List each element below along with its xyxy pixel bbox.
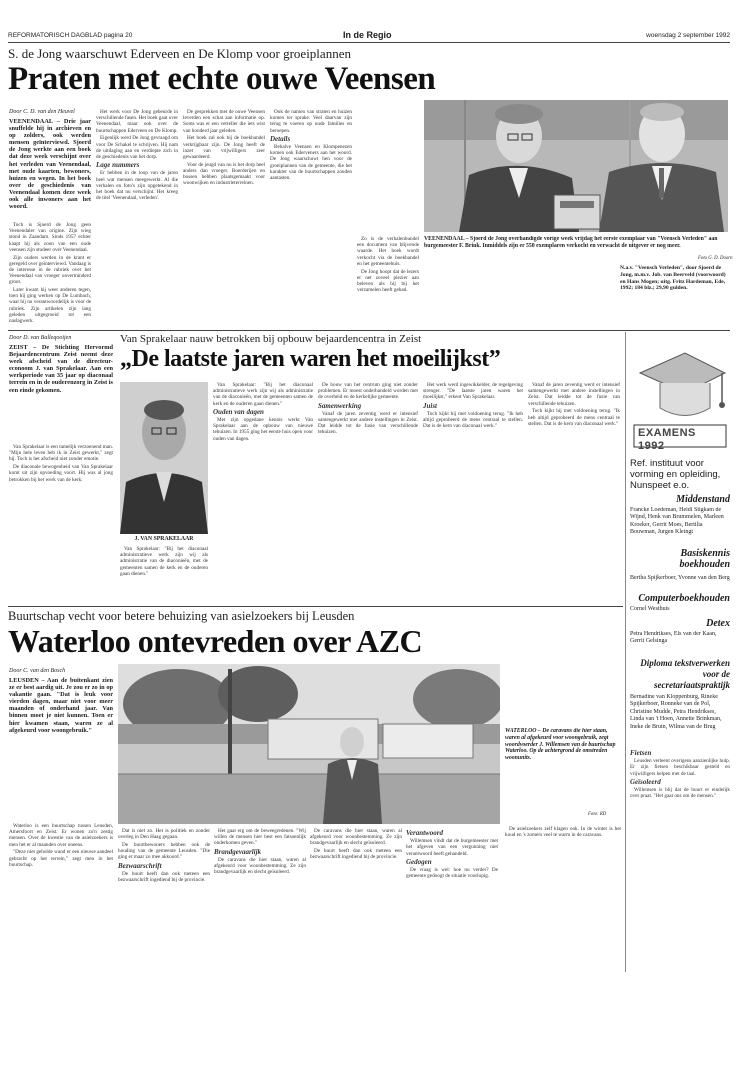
subhead: Gedogen: [406, 857, 432, 866]
article3-photo-credit: Foto: RD: [588, 812, 607, 817]
article2-byline: Door D. van Balleqooijen: [9, 335, 72, 341]
caravans-photo: [118, 664, 500, 824]
article1-col2: [96, 109, 178, 327]
subhead: Verantwoord: [406, 829, 443, 837]
exam-section-title: Basiskennis boekhouden: [679, 548, 730, 570]
article1-kicker: S. de Jong waarschuwt Ederveen en De Klomp voor groeiplannen: [8, 46, 351, 61]
article1-photo-caption: VEENENDAAL – Sjoerd de Jong overhandigde vorige week vrijdag het eerste exemplaar van "Veensch Verleden" aan burgemeester F. Brink. Inmiddels zijn er 550 exemplaren verkocht en verwacht de uitgever er nog meer.: [424, 236, 718, 249]
paragraph: De bouw van het centrum ging niet zonder problemen. Er moest onderhandeld worden met de overheid en de kerkelijke gemeente.: [318, 382, 418, 401]
paragraph: De caravans die hier staan, waren al afgekeurd voor woonbestemming. Ze zijn brandgevaarlijk en slecht geïsoleerd.: [310, 828, 402, 847]
exam-section-title: Diploma tekstverwerken voor de secretariaatspraktijk: [640, 658, 730, 690]
paragraph: Met zijn opgedane kennis werkt Van Sprakelaar aan de opbouw van nieuwe tehuizen. In 1955 ging het eerste huis open voor ouden van dagen.: [213, 417, 313, 442]
article1-lead: VEENENDAAL – Drie jaar snuffelde hij in archieven en op zolders, ook werden mensen geïnterviewd. Sjoerd de Jong werkte aan een boek dat deze week verschijnt over het verleden van Veenendaal, met oude kaarten, bewoners, huizen en wegen. In het boek over de geschiedenis van Veenendaal komen deze week ook alle inwoners aan het woord.: [9, 118, 91, 211]
article1-photo-credit: Foto G. D. Doorn: [698, 256, 733, 261]
paragraph: De diaconale bewogenheid van Van Sprakelaar komt uit zijn opvoeding voort. Hij was al jong betrokken bij het werk van de kerk.: [9, 464, 113, 483]
subhead: Brandgevaarlijk: [214, 847, 262, 856]
subhead: Fietsen: [630, 749, 652, 757]
paragraph: Behalve Veensen en Klompenezen komen ook Ederveners aan het woord. De Jong waarschuwt hen voor de groeiplannen van de gemeente, die het karakter van de buurtschappen zouden aantasten.: [270, 144, 352, 182]
article1-photo: [424, 100, 728, 232]
portrait-photo: [120, 382, 208, 534]
article2-col1b: [120, 546, 208, 602]
subhead: Lage nummers: [96, 161, 140, 170]
paragraph: Vanaf de jaren zeventig werd er intensief samengewerkt met andere instellingen in Zeist. Dat leidde tot de fusie van verschillende tehuizen.: [318, 410, 418, 436]
exam-section-title: Middenstand: [676, 494, 730, 505]
exam-section-names: Bernadine van Kloppenburg, Rineke Spijkerboer, Ronneke van de Pol, Christine Mudde, Petra Hendrikses, Linda van 't Hoen, Annette Brinkman, Ineke de Bruin, Wilma van de Brug: [630, 694, 722, 730]
paragraph: De Jong hoopt dat de lezers er net zoveel plezier aan beleven als hij bij het verzamelen heeft gehad.: [357, 268, 419, 294]
article3-col3: [214, 828, 306, 968]
exam-section-title: Detex: [706, 618, 730, 629]
article1-byline: Door C. D. van den Heuvel: [9, 109, 75, 115]
paragraph: Dat is niet zo. Het is politiek en zonder overleg in Den Haag gegaan.: [118, 828, 210, 841]
article3-col5: [406, 828, 498, 968]
subhead: Samenwerking: [318, 401, 362, 410]
masthead-section: In de Regio: [343, 30, 392, 40]
masthead: [8, 30, 730, 43]
paragraph: De buurtbewoners hebben ook de houding van de gemeente Leusden. "Die ging er maar zo mee akkoord.": [118, 841, 210, 861]
paragraph: Het werk voor De Jong gebeurde in verschillende fasen. Het boek gaat over Veenendaal, maar ook over de buurtschappen Ederveen en De Klomp.: [96, 109, 178, 134]
paragraph: Zo is de verhalenbundel een document van blijvende waarde. Het boek wordt verkocht via de boekhandel en het gemeentehuis.: [357, 236, 419, 267]
paragraph: "Deze niet geholde wand er een nieuwe aandeel gebracht op het terrein," zegt men in het buurtschap.: [9, 849, 113, 868]
article2-col1: [9, 444, 113, 602]
article2-headline: „De laatste jaren waren het moeilijkst”: [120, 346, 501, 372]
article3-photo: [118, 664, 500, 824]
subhead: Geïsoleerd: [630, 777, 661, 786]
article3-col1: [9, 823, 113, 968]
article1-col1: [9, 222, 91, 326]
article1-col3: [183, 109, 265, 327]
paragraph: De caravans die hier staan, waren al afgekeurd voor woonbestemming. Ze zijn brandgevaarlijk en slecht geïsoleerd.: [214, 856, 306, 876]
article1-col4: [270, 109, 352, 327]
masthead-date: woensdag 2 september 1992: [646, 32, 730, 39]
article3-col2: [118, 828, 210, 968]
article3-col6: [505, 826, 621, 968]
article3-kicker: Buurtschap vecht voor betere behuizing van asielzoekers bij Leusden: [8, 609, 355, 623]
article2-col3: [318, 382, 418, 602]
examens-banner-text: EXAMENS 1992: [638, 427, 696, 452]
subhead: Details: [270, 134, 291, 143]
institute-name: Ref. instituut voor vorming en opleiding, Nunspeet e.o.: [630, 458, 721, 491]
sidebar-divider: [625, 332, 626, 972]
paragraph: Het boek zal ook bij de boekhandel verkrijgbaar zijn. De Jong heeft de inzet van vrijwilligers zeer gewaardeerd.: [183, 135, 265, 160]
paragraph: De gesprekken met de ouwe Veensen leverden een schat aan informatie op. Soms was er een verteller die iets wist van honderd jaar geleden.: [183, 109, 265, 134]
article1-book-info: N.a.v. "Veensch Verleden", door Sjoerd de Jong, m.m.v. Job. van Beerveld (voorwoord) en Hans Mogen; uitg. Fritz Hardeman, Ede, 1992; 184 blz.; 29,90 gulden.: [620, 265, 726, 292]
paragraph: Ook de namen van straten en huizen komen ter sprake. Veel daarvan zijn terug te voeren op oude families en beroepen.: [270, 109, 352, 134]
paragraph: Toch kijkt hij met voldoening terug. "Ik heb altijd geprobeerd de mens centraal te stellen. Dat is de kern van diaconaal werk.": [528, 408, 620, 427]
article2-photo: [120, 382, 208, 534]
exam-section-names: Petra Hendrikses, Els van der Kaan, Gerrit Gelsinga: [630, 631, 717, 645]
paragraph: Van Sprakelaar is een tamelijk verzoenend man. "Mijn hele leven heb ik in Zeist gewerkt," zegt hij. Toch is het afscheid niet zonder emotie.: [9, 444, 113, 463]
article3-headline: Waterloo ontevreden over AZC: [8, 623, 423, 659]
article2-col5: [528, 382, 620, 602]
paragraph: De buurt heeft dan ook meteen een bezwaarschrift ingediend bij de provincie.: [118, 870, 210, 883]
paragraph: Willemsen vindt dat de burgemeester met het afgeven van een vergunning niet verantwoord heeft gehandeld.: [406, 838, 498, 857]
article3-photo-caption: WATERLOO – De caravans die hier staan, waren al afgekeurd voor woongebruik, zegt woordvoerder J. Willemsen van de buurtschap Waterloo. Op de achtergrond de omstreden woonunits.: [505, 728, 616, 762]
two-men-photo: [424, 100, 728, 232]
masthead-paper-name: REFORMATORISCH DAGBLAD pagina 20: [8, 32, 133, 39]
article3-col4: [310, 828, 402, 968]
article2-col2: [213, 382, 313, 602]
paragraph: Later kwam hij weer anderen tegen, toen hij ging werken op De Lumbach, waar hij nu verantwoordelijk is voor de rubriek. Zijn artikelen zijn lang geleden uitgegroeid tot een naslagwerk.: [9, 287, 91, 325]
subhead: Juist: [423, 401, 438, 410]
paragraph: Van Sprakelaar: "Bij het diaconaal administratieve werk zijn wij als administratie van de diaconieën, met de gemeenten samen de kerk en de ouderen gaan dienen.": [120, 546, 208, 577]
paragraph: Eigenlijk werd De Jong gevraagd om voor De Schakel te schrijven. Hij nam de uitdaging aan en verdiepte zich in de geschiedenis van het dorp.: [96, 135, 178, 160]
paragraph: Vanaf de jaren zeventig werd er intensief samengewerkt met andere instellingen in Zeist. Dat leidde tot de fusie van verschillende tehuizen.: [528, 382, 620, 407]
paragraph: De buurt heeft dan ook meteen een bezwaarschrift ingediend bij de provincie.: [310, 848, 402, 861]
article2-lead: ZEIST – De Stichting Hervormd Bejaardencentrum Zeist neemt deze week afscheid van de directeur-econoom J. van Sprakelaar. Aan een werkperiode van 35 jaar op diaconaal terrein en in de ouderenzorg in Zeist is een einde gekomen.: [9, 344, 113, 394]
paragraph: Er hebben in de loop van de jaren heel wat mensen meegewerkt. Al die verhalen en foto's zijn opgetekend in het boek dat nu verschijnt. Het kreeg de titel 'Veenendaal, verleden'.: [96, 170, 178, 202]
paragraph: Het werk werd ingewikkelder, de regelgeving strenger. "De laatste jaren waren het moeilijkst," erkent Van Sprakelaar.: [423, 382, 523, 401]
article2-photo-caption: J. VAN SPRAKELAAR: [134, 536, 194, 542]
exam-section-title: Computerboekhouden: [638, 593, 730, 604]
section-divider: [8, 330, 730, 331]
paragraph: Leusden verleent overigens aanzienlijke hulp. Er zijn fietsen beschikbaar gesteld en vrijwilligers helpen met de taal.: [630, 758, 730, 777]
paragraph: De asielzoekers zelf klagen ook. In de winter is het koud en 's zomers veel te warm in de caravans.: [505, 826, 621, 839]
paragraph: Toch kijkt hij met voldoening terug. "Ik heb altijd geprobeerd de mens centraal te stellen. Dat is de kern van diaconaal werk.": [423, 410, 523, 430]
examens-banner: [630, 333, 730, 455]
paragraph: Voor de jeugd van nu is het dorp heel anders dan vroeger. Boerderijen en bossen hebben plaatsgemaakt voor woonwijken en industrieterreinen.: [183, 161, 265, 187]
article3-lead: LEUSDEN – Aan de buitenkant zien ze er best aardig uit. Je zou er zo in op vakantie gaan. "Dat is leuk voor vierden dagen, maar niet voor meer maanden of onderhand jaar. Van binnen moet je niet kunnen. Toen er hier kwamen staan, waren ze al afgekeurd voor woongebruik.": [9, 677, 113, 734]
paragraph: De vraag is wel: hoe nu verder? De gemeente gedoogt de situatie voorlopig.: [406, 867, 498, 880]
subhead: Bezwaarschrift: [118, 861, 162, 870]
exam-section-names: Cornel Westhuis: [630, 606, 670, 612]
paragraph: Waterloo is een buurtschap tussen Leusden, Amersfoort en Zeist. Er wonen zo'n zestig mensen. Over de kwestie van de asielzoekers is men het er al maanden over oneens.: [9, 823, 113, 848]
paragraph: Toch is Sjoerd de Jong geen Veenendaler van origine. Zijn wieg stond in Zaandam. Sinds 1957 echter kaapt hij als zoon van een oude veensen zijn studeer over Veenendaal.: [9, 222, 91, 253]
paragraph: Van Sprakelaar: "Bij het diaconaal administratieve werk zijn wij als administratie van de diaconieën, met de gemeenten samen de kerk en de ouderen gaan dienen.": [213, 382, 313, 407]
exam-section-names: Bertha Spijkerboer, Yvonne van den Berg: [630, 575, 730, 581]
paragraph: Zijn ouders werden in de krant er geregeld over geïnterviewd. Vandaag is de interesse in de rubriek over het Veenendaal van vroeger onverminderd groot.: [9, 254, 91, 286]
paragraph: Het gaat erg om de beweegredenen. "Wij willen de mensen hier best een fatsoenlijk onderkomen geven.": [214, 828, 306, 847]
article3-col7: [630, 748, 730, 968]
article2-kicker: Van Sprakelaar nauw betrokken bij opbouw bejaardencentra in Zeist: [120, 333, 422, 345]
article1-col5: [357, 236, 419, 328]
exam-section-names: Francke Loedeman, Heidi Stigkam de Wijnd, Henk van Brummelen, Marleen Kroeker, Gerrit Moes, Bertilia Bouwman, Jurgen Kleingt: [630, 507, 724, 536]
section-divider: [8, 606, 623, 607]
article3-byline: Door C. van den Bosch: [9, 668, 66, 674]
article1-headline: Praten met echte ouwe Veensen: [8, 61, 436, 97]
subhead: Ouden van dagen: [213, 407, 264, 416]
article2-col4: [423, 382, 523, 602]
paragraph: Willemsen is blij dat de buurt er eindelijk over praat. "Het gaat ons om de mensen.": [630, 787, 730, 800]
